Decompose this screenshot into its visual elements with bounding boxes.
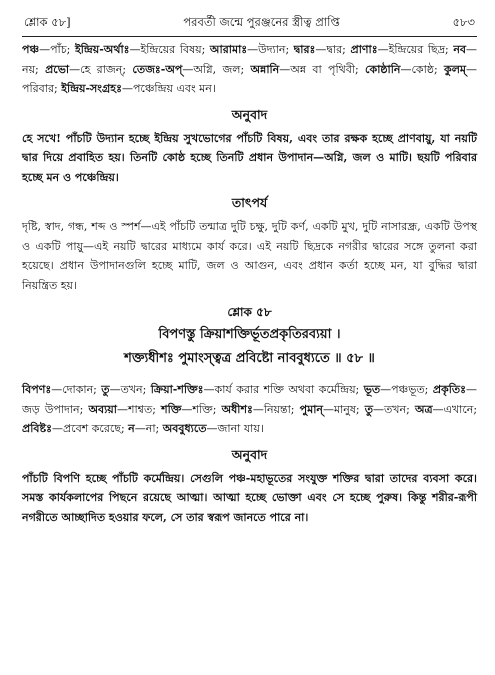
gloss-meaning: —পঞ্চভূত; (380, 383, 433, 396)
gloss-word: ইন্দ্রিয়-সংগ্রহঃ (61, 82, 122, 95)
gloss-word: বিপণঃ (22, 383, 52, 396)
gloss-meaning: —দোকান; (51, 383, 102, 396)
verse-line-1: বিপণস্তু ক্রিয়াশক্তির্ভূতপ্রকৃতিরব্যয়া । (158, 327, 341, 342)
gloss-meaning: —জানা যায়। (206, 422, 264, 435)
gloss-meaning: —হে রাজন্; (69, 62, 133, 76)
gloss-word: প্রবিষ্টঃ (22, 422, 52, 435)
gloss-word: প্রভো (45, 62, 70, 76)
gloss-meaning: —ইন্দ্রিয়ের ছিদ্র; (377, 43, 454, 56)
verse-reference: শ্লোক ৫৮] (24, 14, 71, 29)
gloss-word: তেজঃ-অপ্ (132, 62, 183, 76)
gloss-meaning: —অন্ন বা পৃথিবী; (279, 62, 366, 76)
gloss-meaning: —নয়; (22, 43, 478, 76)
gloss-word: পঞ্চ (22, 43, 40, 56)
gloss-meaning: —মানুষ; (322, 402, 365, 416)
gloss-meaning: —তখন; (109, 383, 151, 396)
gloss-word: ক্রিয়া-শক্তিঃ (150, 383, 204, 396)
translation-text-57: হে সখে! পাঁচটি উদ্যান হচ্ছে ইন্দ্রিয় সুখভোগের পাঁচটি বিষয়, এবং তার রক্ষক হচ্ছে প্রাণবায়ু, যা নয়টি দ্বার দিয়ে প্রবাহিত হয়। তিনটি কোষ্ঠ হচ্ছে তিনটি প্রধান উপাদান—অগ্নি, জল ও মাটি। ছয়টি পরিবার হচ্ছে মন ও পঞ্চেন্দ্রিয়। (22, 131, 477, 184)
purport-heading: তাৎপর্য (231, 195, 268, 210)
gloss-word: কুলম্ (444, 62, 467, 76)
gloss-word: তু (364, 402, 374, 416)
verse-title: শ্লোক ৫৮ (227, 305, 272, 319)
translation-heading-2: অনুবাদ (231, 446, 268, 462)
gloss-meaning: —উদ্যান; (247, 43, 294, 56)
gloss-word: প্রাণাঃ (350, 43, 378, 56)
gloss-word: ইন্দ্রিয়-অর্থাঃ (74, 43, 130, 56)
gloss-word: তু (101, 383, 110, 396)
gloss-meaning: —দ্বার; (315, 43, 351, 56)
gloss-word: নব (453, 43, 467, 56)
word-for-word-gloss-58 (22, 380, 477, 439)
gloss-word: অববুধ্যতে (162, 422, 207, 435)
gloss-word: দ্বারঃ (293, 43, 316, 56)
gloss-meaning: —কার্য করার শক্তি অথবা কর্মেন্দ্রিয়; (203, 383, 364, 396)
gloss-word: কোষ্ঠানি (365, 62, 401, 76)
gloss-meaning: —ইন্দ্রিয়ের বিষয়; (129, 43, 210, 56)
running-header (22, 10, 477, 37)
gloss-word: অন্নানি (250, 62, 280, 76)
gloss-meaning: —প্রবেশ করেছে; (51, 422, 129, 435)
book-page (22, 10, 477, 527)
gloss-word: শক্তি (161, 402, 182, 416)
gloss-meaning: —এখানে; (432, 402, 478, 416)
gloss-meaning: —অগ্নি, জল; (182, 62, 251, 76)
translation-heading: অনুবাদ (231, 106, 268, 122)
gloss-word: ন (128, 422, 135, 435)
gloss-meaning: —শাশ্বত; (116, 402, 162, 416)
sanskrit-verse (22, 301, 477, 371)
gloss-word: প্রকৃতিঃ (432, 383, 466, 396)
word-for-word-gloss-57 (22, 40, 477, 99)
translation-text-58: পাঁচটি বিপণি হচ্ছে পাঁচটি কর্মেন্দ্রিয়। সেগুলি পঞ্চ-মহাভূতের সংযুক্ত শক্তির দ্বারা তাদের ব্যবসা করে। সমস্ত কার্যকলাপের পিছনে রয়েছে আত্মা। আত্মা হচ্ছে ভোক্তা এবং সে হচ্ছে পুরুষ। কিন্তু শরীর-রূপী নগরীতে আচ্ছাদিত হওয়ার ফলে, সে তার স্বরূপ জানতে পারে না। (22, 471, 477, 524)
gloss-word: অব্যয়া (88, 402, 117, 416)
gloss-meaning: —নিয়ন্তা; (252, 402, 300, 416)
gloss-meaning: —পঞ্চেন্দ্রিয় এবং মন। (121, 82, 216, 95)
gloss-meaning: —না; (134, 422, 163, 435)
gloss-word: পুমান্ (299, 402, 323, 416)
gloss-word: ভূত (363, 383, 381, 396)
gloss-meaning: —জড় উপাদান; (22, 383, 477, 416)
gloss-word: অধীশঃ (221, 402, 253, 416)
chapter-title: পরবর্তী জন্মে পুরঞ্জনের স্ত্রীত্ব প্রাপ্তি (183, 14, 340, 29)
gloss-word: আরামাঃ (209, 43, 248, 56)
gloss-meaning: —তখন; (373, 402, 415, 416)
gloss-meaning: —পাঁচ; (39, 43, 75, 56)
gloss-meaning: —শক্তি; (181, 402, 222, 416)
gloss-word: অত্র (414, 402, 433, 416)
verse-line-2: শক্ত্যধীশঃ পুমাংস্ত্বত্র প্রবিষ্টো নাববুধ্যতে ॥ ৫৮ ॥ (124, 351, 375, 366)
purport-text: দৃষ্টি, স্বাদ, গন্ধ, শব্দ ও স্পর্শ—এই পাঁচটি তন্মাত্র দুটি চক্ষু, দুটি কর্ণ, একটি মুখ, দুটি নাসারন্ধ্র, একটি উপস্থ ও একটি পায়ু—এই নয়টি দ্বারের মাধ্যমে কার্য করে। এই নয়টি ছিদ্রকে নগরীর দ্বারের সঙ্গে তুলনা করা হয়েছে। প্রধান উপাদানগুলি হচ্ছে মাটি, জল ও আগুন, এবং প্রধান কর্তা হচ্ছে মন, যা বুদ্ধির দ্বারা নিয়ন্ত্রিত হয়। (22, 220, 477, 292)
page-number: ৫৮৩ (452, 14, 475, 29)
gloss-meaning: —পরিবার; (22, 62, 478, 95)
gloss-meaning: —কোষ্ঠ; (400, 62, 444, 76)
